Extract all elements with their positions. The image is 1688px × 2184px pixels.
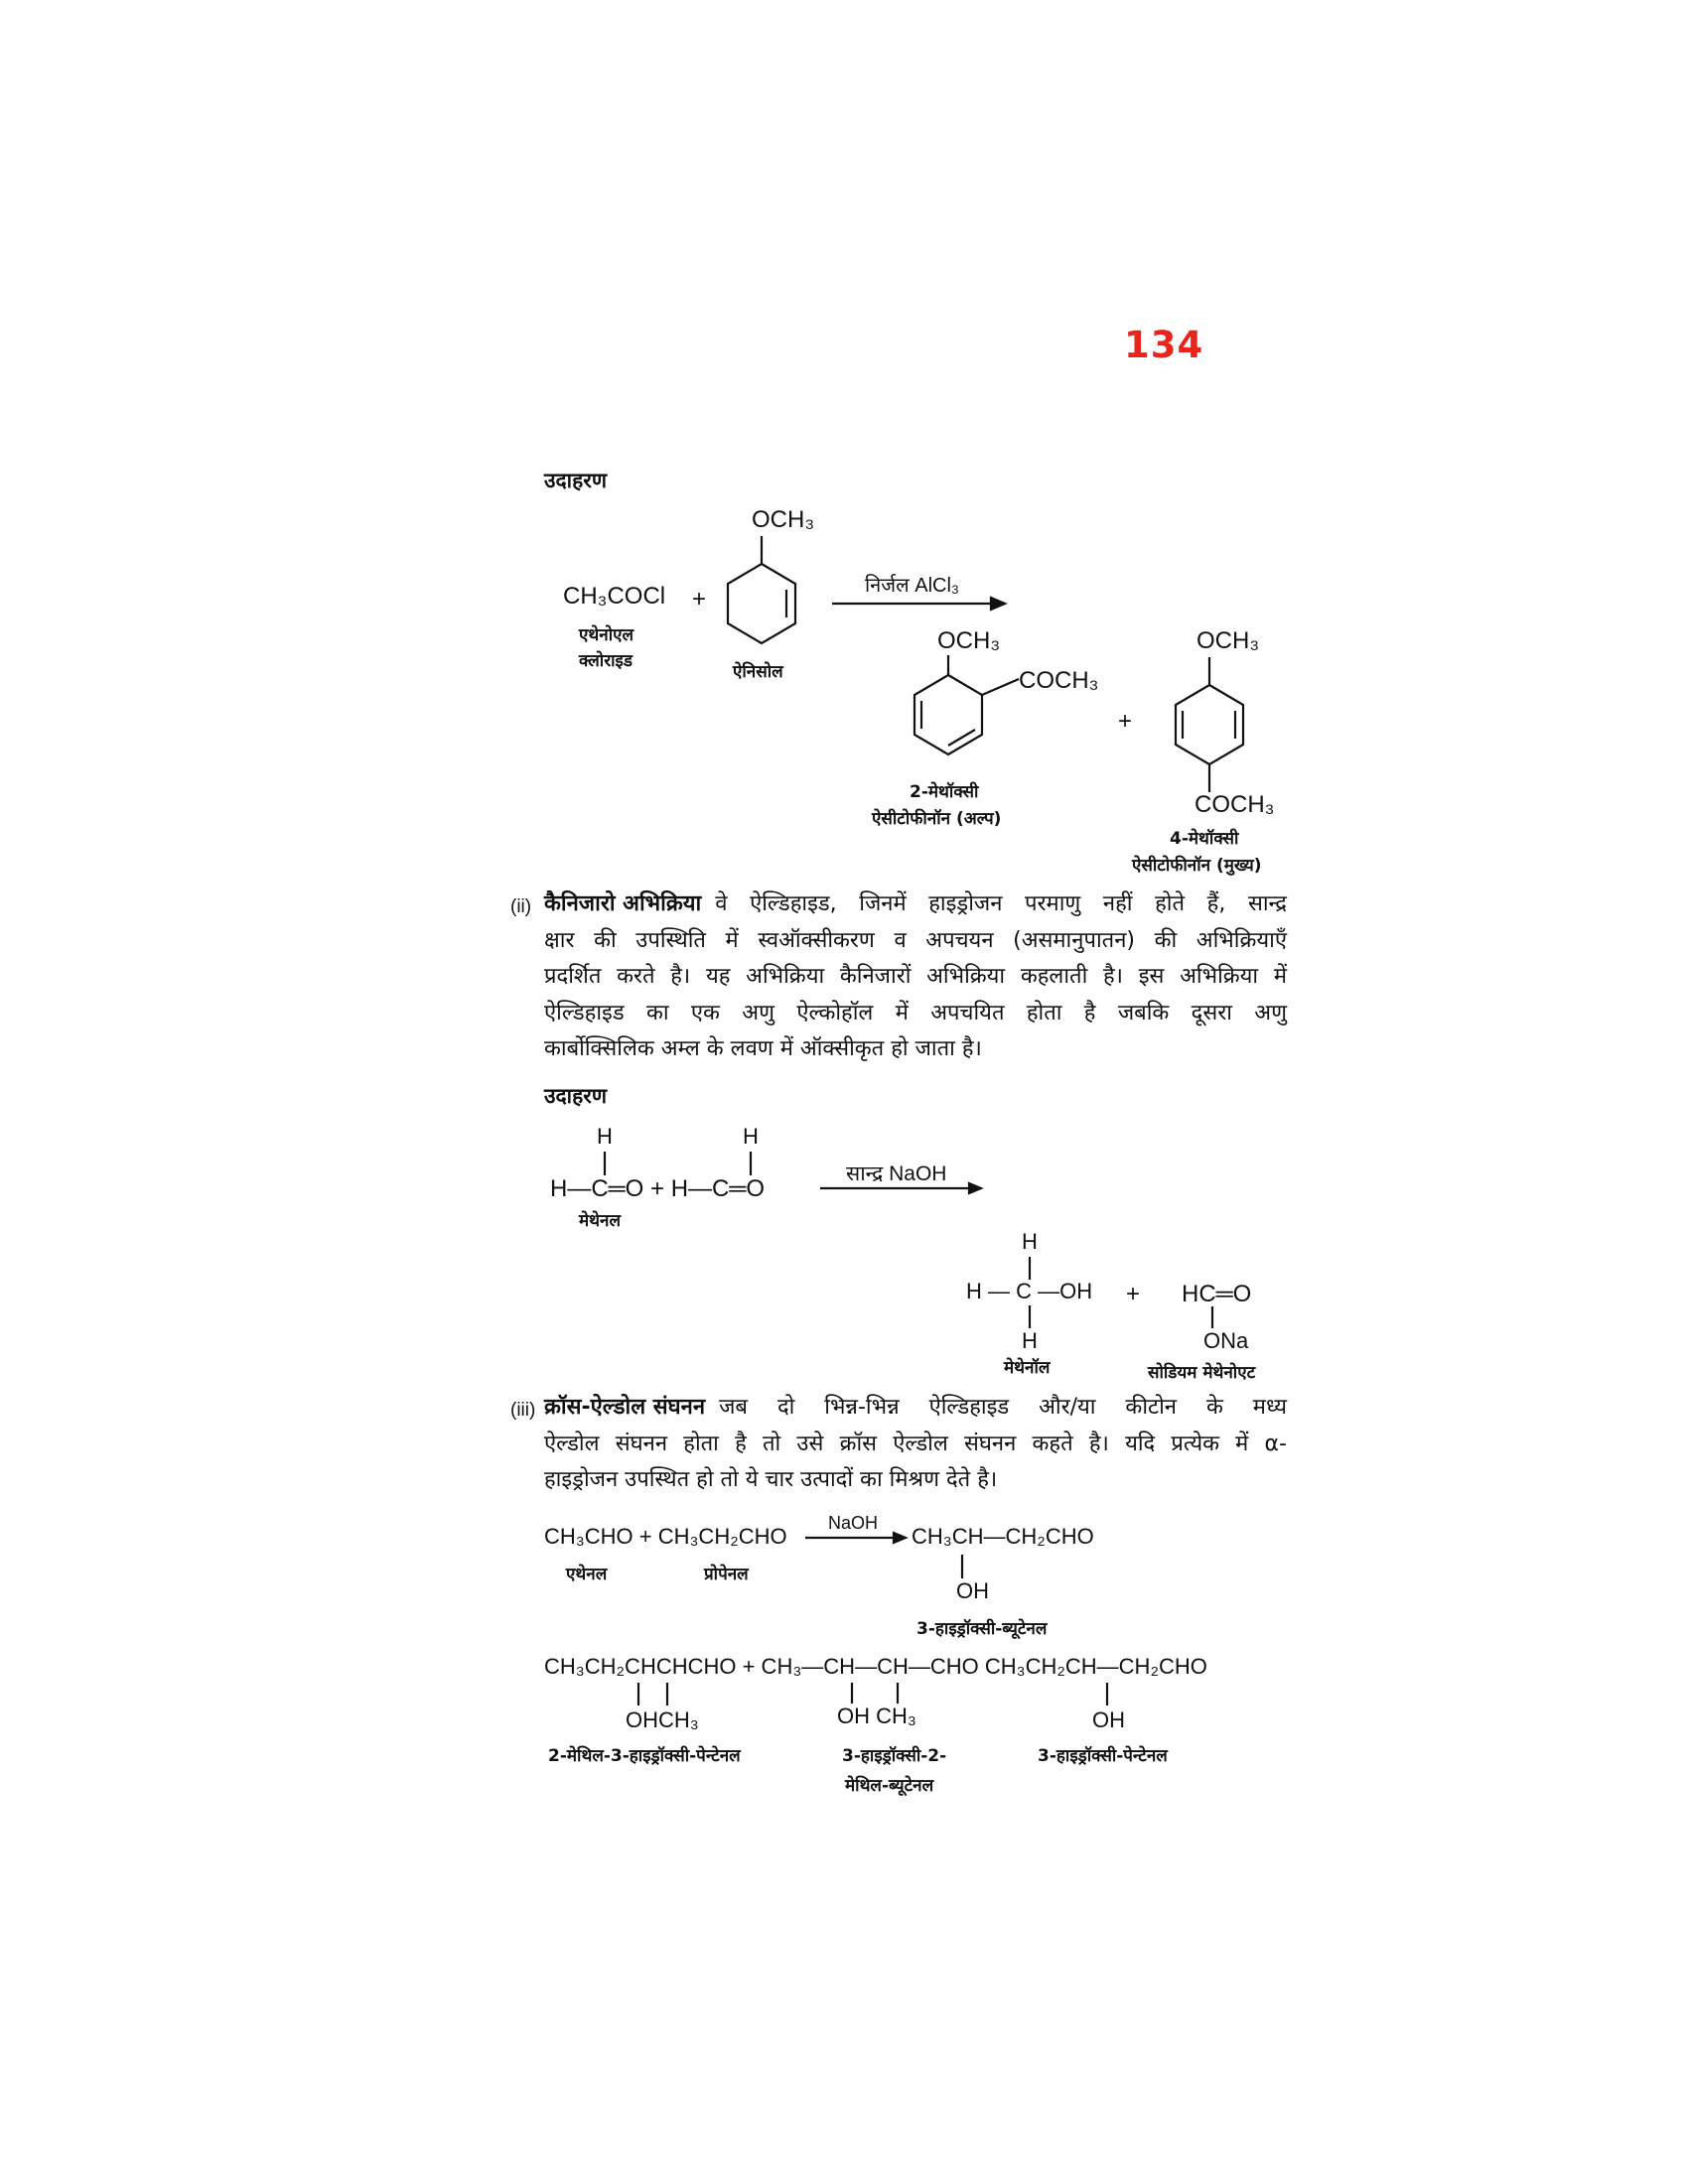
product2-methoxy: OCH₃ — [1196, 627, 1260, 654]
formate-top: HC═O — [1182, 1281, 1252, 1307]
product1-methoxy: OCH₃ — [937, 627, 1001, 654]
plus-sign-2: + — [1118, 708, 1133, 735]
para2-line-0: वे ऐल्डिहाइड, जिनमें हाइड्रोजन परमाणु नहीं होते हैं, सान्द्र — [715, 891, 1287, 916]
plus-sign-3: + — [1126, 1281, 1141, 1307]
product1-ring — [914, 655, 1019, 754]
methanal-name: मेथेनल — [579, 1211, 621, 1231]
product2-name-line2: ऐसीटोफीनॉन (मुख्य) — [1132, 856, 1262, 876]
product2-name-line1: 4-मेथॉक्सी — [1170, 829, 1239, 849]
plus-sign-1: + — [692, 586, 707, 613]
product1-name-line1: 2-मेथॉक्सी — [910, 782, 979, 802]
cannizzaro-bonds — [605, 1152, 1212, 1328]
product-d-oh: OH — [1092, 1707, 1125, 1732]
reaction-arrow-1 — [832, 598, 1005, 610]
product-d-name: 3-हाइड्रॉक्सी-पेन्टेनल — [1038, 1746, 1168, 1766]
reactant-acetyl-chloride: CH₃COCl — [563, 583, 666, 610]
methanol-name: मेथेनॉल — [1004, 1358, 1051, 1378]
cannizzaro-condition: सान्द्र NaOH — [846, 1162, 947, 1185]
formate-name: सोडियम मेथेनोएट — [1148, 1363, 1256, 1383]
para2-line-4: कार्बोक्सिलिक अम्ल के लवण में ऑक्सीकृत हो जाता है। — [544, 1036, 982, 1061]
product2-acetyl: COCH₃ — [1195, 791, 1275, 818]
reaction-arrow-3 — [805, 1533, 962, 1578]
page-number: 134 — [1124, 324, 1204, 366]
cannizzaro-reactants: H—C═O + H—C═O — [550, 1175, 766, 1202]
product1-acetyl: COCH₃ — [1019, 667, 1099, 694]
propanal-name: प्रोपेनल — [704, 1565, 749, 1584]
para3-line-1: ऐल्डोल संघनन होता है तो उसे क्रॉस ऐल्डोल संघनन कहते है। यदि प्रत्येक में α- — [544, 1431, 1287, 1456]
product-a-oh: OH — [956, 1578, 989, 1603]
reaction-arrow-2 — [820, 1183, 981, 1193]
product-b-substituents: OHCH₃ — [626, 1707, 699, 1732]
formate-bottom: ONa — [1203, 1328, 1249, 1353]
product-c-name-line1: 3-हाइड्रॉक्सी-2- — [842, 1746, 947, 1766]
anisole-ring — [728, 536, 795, 643]
methanol-h-bottom: H — [1022, 1328, 1038, 1353]
anisole-name: ऐनिसोल — [733, 662, 783, 682]
reaction-condition-1: निर्जल AlCl₃ — [865, 575, 960, 597]
cross-aldol-bonds — [638, 1683, 1107, 1706]
para2-line-2: प्रदर्शित करते है। यह अभिक्रिया कैनिजारों अभिक्रिया कहलाती है। इस अभिक्रिया में — [544, 964, 1287, 989]
example-heading-1: उदाहरण — [544, 469, 608, 492]
cross-aldol-product-a: CH₃CH—CH₂CHO — [912, 1524, 1094, 1549]
section-label-iii: (iii) — [510, 1400, 536, 1421]
product-a-name: 3-हाइड्रॉक्सी-ब्यूटेनल — [916, 1619, 1048, 1639]
reactant1-name-line2: क्लोराइड — [579, 651, 633, 671]
product-b-name: 2-मेथिल-3-हाइड्रॉक्सी-पेन्टेनल — [548, 1746, 741, 1766]
anisole-substituent: OCH₃ — [752, 506, 815, 533]
product-c-name-line2: मेथिल-ब्यूटेनल — [845, 1776, 934, 1796]
para3-line-2: हाइड्रोजन उपस्थित हो तो ये चार उत्पादों का मिश्रण देते है। — [544, 1467, 998, 1492]
product-c-substituents: OH CH₃ — [837, 1704, 916, 1728]
ethanal-name: एथेनल — [566, 1565, 608, 1584]
methanol-h-top: H — [1022, 1229, 1038, 1254]
para2-line-3: ऐल्डिहाइड का एक अणु ऐल्कोहॉल में अपचयित होता है जबकि दूसरा अणु — [544, 1000, 1287, 1025]
methanol-formula: H — C —OH — [966, 1279, 1093, 1303]
para2-line-1: क्षार की उपस्थिति में स्वऑक्सीकरण व अपचयन (असमानुपातन) की अभिक्रियाएँ — [544, 927, 1287, 953]
section-label-ii: (ii) — [510, 896, 532, 917]
methanal2-h-top: H — [743, 1124, 759, 1149]
cannizzaro-title: कैनिजारो अभिक्रिया — [544, 891, 702, 916]
cross-aldol-condition: NaOH — [828, 1513, 879, 1533]
cross-aldol-title: क्रॉस-ऐल्डोल संघनन — [544, 1395, 706, 1420]
methanal1-h-top: H — [597, 1124, 613, 1149]
product2-ring — [1176, 657, 1243, 792]
cross-aldol-reactants: CH₃CHO + CH₃CH₂CHO — [544, 1524, 787, 1549]
cross-aldol-products-line: CH₃CH₂CHCHCHO + CH₃—CH—CH—CHO CH₃CH₂CH—CH₂CHO — [544, 1654, 1207, 1679]
reactant1-name-line1: एथेनोएल — [579, 625, 634, 645]
product1-name-line2: ऐसीटोफीनॉन (अल्प) — [872, 809, 1002, 829]
example-heading-2: उदाहरण — [544, 1084, 608, 1108]
para3-line-0: जब दो भिन्न-भिन्न ऐल्डिहाइड और/या कीटोन के मध्य — [719, 1395, 1287, 1420]
